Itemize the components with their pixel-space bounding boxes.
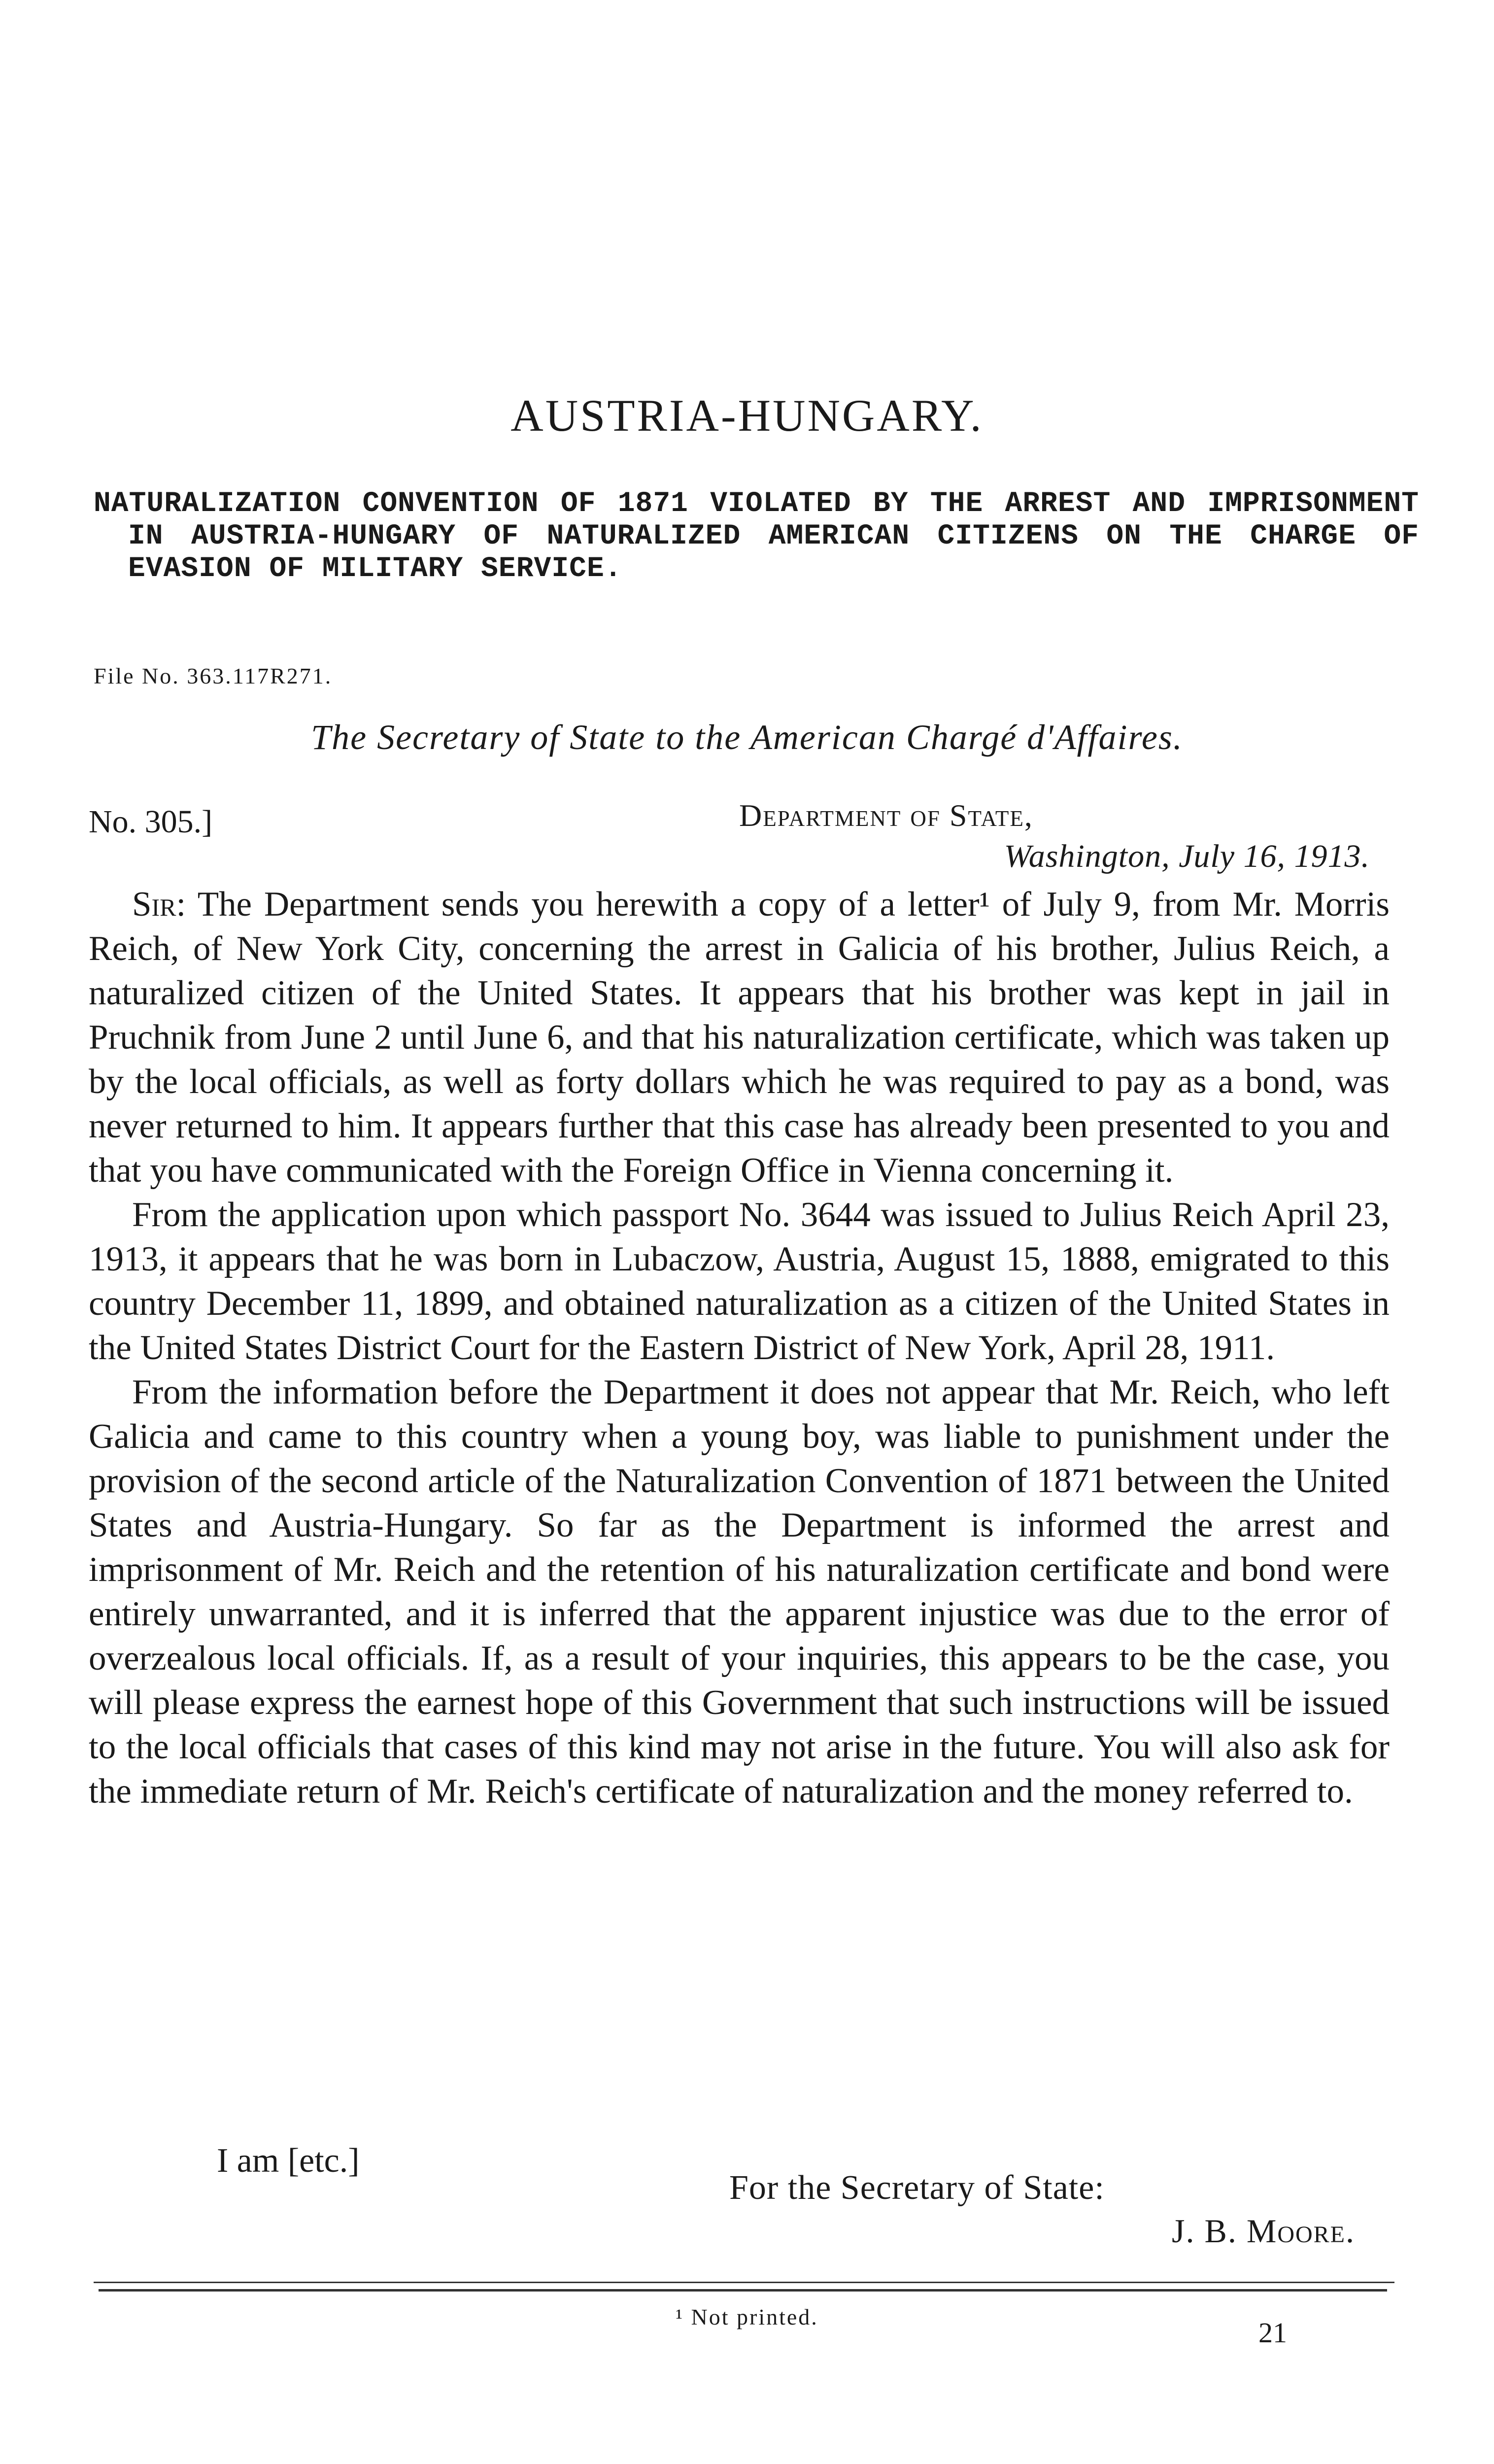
page-number: 21 (1258, 2317, 1287, 2349)
letter-closing: I am [etc.] (217, 2142, 360, 2180)
document-title: The Secretary of State to the American Chargé d'Affaires. (311, 718, 1183, 757)
signature-line: For the Secretary of State: (729, 2169, 1105, 2207)
department-name: Department of State, (739, 798, 1033, 833)
paragraph-2: From the application upon which passport No. 3644 was issued to Julius Reich April 23, 1913, it appears that he was born in Lubaczow, Austria, August 15, 1888, emigrated to this country December 11, 1899, and obtained naturalization as a citizen of the United States in the United States District Court for the Eastern District of New York, April 28, 1911. (89, 1196, 1390, 1367)
signer-name: J. B. Moore. (1172, 2212, 1355, 2250)
page-heading: AUSTRIA-HUNGARY. (510, 390, 984, 441)
letter-number: No. 305.] (89, 804, 213, 840)
paragraph-1-text: The Department sends you herewith a copy of a letter¹ of July 9, from Mr. Morris Reich, of New York City, concerning the arrest in Galicia of his brother, Julius Reich, a naturalized citizen of the United States. It appears that his brother was kept in jail in Pruchnik from June 2 until June 6, and that his naturalization certificate, which was taken up by the local officials, as well as forty dollars which he was required to pay as a bond, was never returned to him. It appears further that this case has already been presented to you and that you have communicated with the Foreign Office in Vienna concerning it. (89, 885, 1390, 1190)
footnote-divider-heavy (99, 2289, 1387, 2292)
salutation: Sir: (132, 885, 186, 924)
file-number: File No. 363.117R271. (94, 663, 333, 688)
section-subheading: NATURALIZATION CONVENTION OF 1871 VIOLATED BY THE ARREST AND IMPRISONMENT IN AUSTRIA-HUNGARY OF NATURALIZED AMERICAN CITIZENS ON THE CHARGE OF EVASION OF MILITARY SERVICE. (94, 488, 1419, 585)
footnote-divider (94, 2282, 1394, 2283)
letter-dateline: Washington, July 16, 1913. (1004, 838, 1370, 874)
paragraph-1 (89, 882, 1390, 1193)
paragraph-3: From the information before the Department it does not appear that Mr. Reich, who left Galicia and came to this country when a young boy, was liable to punishment under the provision of the second article of the Naturalization Convention of 1871 between the United States and Austria-Hungary. So far as the Department is informed the arrest and imprisonment of Mr. Reich and the retention of his naturalization certificate and bond were entirely unwarranted, and it is inferred that the apparent injustice was due to the error of overzealous local officials. If, as a result of your inquiries, this appears to be the case, you will please express the earnest hope of this Government that such instructions will be issued to the local officials that cases of this kind may not arise in the future. You will also ask for the immediate return of Mr. Reich's certificate of naturalization and the money referred to. (89, 1373, 1390, 1811)
letter-body (89, 882, 1390, 1814)
footnote: ¹ Not printed. (676, 2304, 818, 2329)
